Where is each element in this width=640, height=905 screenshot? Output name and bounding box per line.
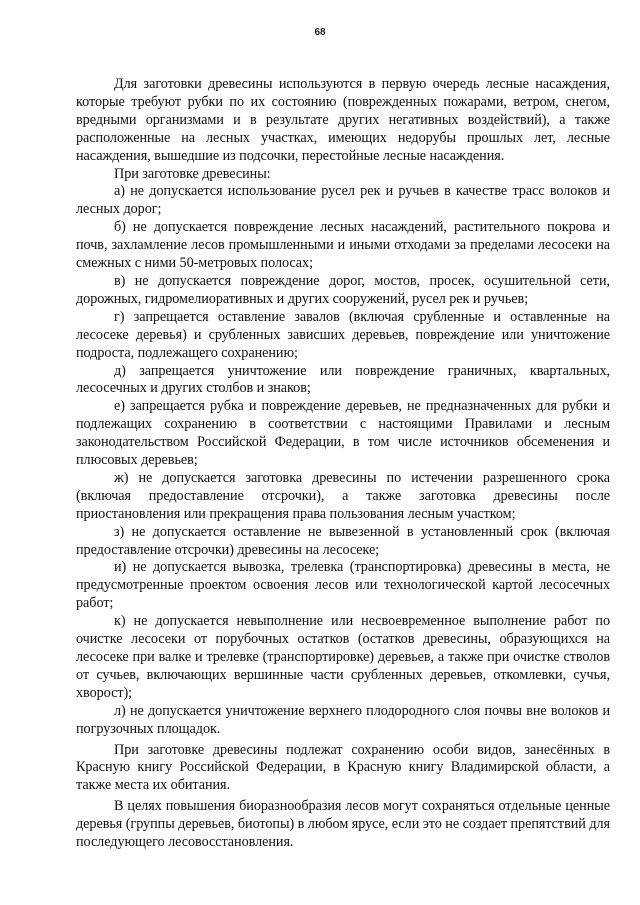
list-item-v: в) не допускается повреждение дорог, мостов, просек, осушительной сети, дорожных, гидромелиоративных и других сооружений, русел рек и ручьев;: [76, 272, 610, 307]
list-item-g: г) запрещается оставление завалов (включая срубленные и оставленные на лесосеке деревья) и срубленных зависших деревьев, повреждение или уничтожение подроста, подлежащего сохранению;: [76, 308, 610, 361]
list-item-zh: ж) не допускается заготовка древесины по истечении разрешенного срока (включая предоставление отсрочки), а также заготовка древесины после приостановления или прекращения права пользования лесным участком;: [76, 469, 610, 522]
paragraph-intro: Для заготовки древесины используются в первую очередь лесные насаждения, которые требуют рубки по их состоянию (поврежденных пожарами, ветром, снегом, вредными организмами и в результате других негативных воздействий), а также расположенные на лесных участках, имеющих недорубы прошлых лет, лесные насаждения, вышедшие из подсочки, перестойные лесные насаждения.: [76, 76, 610, 164]
document-body: [76, 76, 610, 852]
list-item-z: з) не допускается оставление не вывезенной в установленный срок (включая предоставление отсрочки) древесины на лесосеке;: [76, 523, 610, 558]
list-item-l: л) не допускается уничтожение верхнего плодородного слоя почвы вне волоков и погрузочных площадок.: [76, 702, 610, 737]
list-item-b: б) не допускается повреждение лесных насаждений, растительного покрова и почв, захламление лесов промышленными и иными отходами за пределами лесосеки на смежных с ними 50-метровых полосах;: [76, 219, 610, 272]
list-item-a: а) не допускается использование русел рек и ручьев в качестве трасс волоков и лесных дорог;: [76, 183, 610, 218]
list-item-k: к) не допускается невыполнение или несвоевременное выполнение работ по очистке лесосеки от порубочных остатков (остатков древесины, образующихся на лесосеке при валке и трелевке (транспортировке) деревьев, а также при очистке стволов от сучьев, включающих вершинные части срубленных деревьев, откомлевки, сучья, хворост);: [76, 613, 610, 701]
list-item-i: и) не допускается вывозка, трелевка (транспортировка) древесины в места, не предусмотренные проектом освоения лесов или технологической картой лесосечных работ;: [76, 559, 610, 612]
paragraph-lead: При заготовке древесины:: [114, 165, 271, 182]
paragraph-red-book: При заготовке древесины подлежат сохранению особи видов, занесённых в Красную книгу Российской Федерации, в Красную книгу Владимирской области, а также места их обитания.: [76, 741, 610, 794]
page-number: 68: [314, 27, 326, 38]
paragraph-biodiversity: В целях повышения биоразнообразия лесов могут сохраняться отдельные ценные деревья (группы деревьев, биотопы) в любом ярусе, если это не создает препятствий для последующего лесовосстановления.: [76, 798, 610, 851]
list-item-d: д) запрещается уничтожение или повреждение граничных, квартальных, лесосечных и других столбов и знаков;: [76, 362, 610, 397]
list-item-e: е) запрещается рубка и повреждение деревьев, не предназначенных для рубки и подлежащих сохранению в соответствии с настоящими Правилами и лесным законодательством Российской Федерации, в том числе источников обсеменения и плюсовых деревьев;: [76, 398, 610, 469]
